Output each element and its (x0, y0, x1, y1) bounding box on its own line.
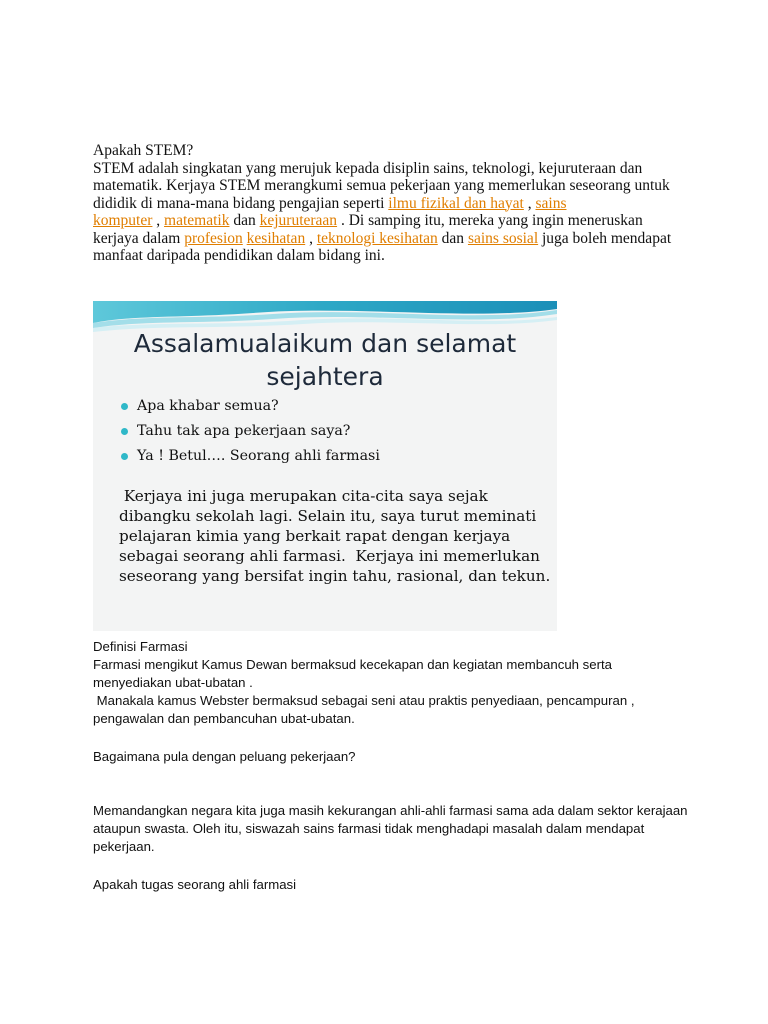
stem-text: , (305, 229, 317, 247)
bullet-dot-icon (121, 453, 128, 460)
stem-heading: Apakah STEM? (93, 142, 194, 159)
peluang-question: Bagaimana pula dengan peluang pekerjaan? (93, 749, 356, 764)
definisi-line: pengawalan dan pembancuhan ubat-ubatan. (93, 711, 355, 726)
link-ilmu-fizikal[interactable]: ilmu fizikal dan hayat (388, 194, 524, 212)
bullet-text: Tahu tak apa pekerjaan saya? (137, 423, 351, 439)
slide-bullet-list (119, 398, 380, 473)
bullet-dot-icon (121, 428, 128, 435)
stem-paragraph-line (93, 195, 683, 213)
stem-text: dan (229, 212, 260, 229)
slide-paragraph-line: dibangku sekolah lagi. Selain itu, saya turut meminati (119, 507, 537, 525)
stem-text: , (152, 212, 165, 229)
link-sains-sosial[interactable]: sains sosial (467, 229, 539, 247)
link-kesihatan[interactable]: kesihatan (246, 229, 306, 247)
slide-bullet (119, 398, 380, 423)
slide-paragraph-line: sebagai seorang ahli farmasi. Kerjaya ini memerlukan (119, 547, 540, 565)
link-kejuruteraan[interactable]: kejuruteraan (259, 212, 338, 229)
slide-paragraph (119, 486, 549, 586)
link-matematik[interactable]: matematik (164, 212, 230, 229)
slide-image (93, 301, 557, 631)
bullet-text: Apa khabar semua? (137, 398, 279, 414)
definisi-line: menyediakan ubat-ubatan . (93, 675, 253, 690)
peluang-line: pekerjaan. (93, 839, 155, 854)
stem-paragraph-line (93, 212, 683, 230)
bullet-dot-icon (121, 403, 128, 410)
slide-title: sejahtera (266, 362, 384, 391)
stem-text: . Di samping itu, mereka yang ingin meneruskan (337, 212, 643, 229)
slide-paragraph-line: Kerjaya ini juga merupakan cita-cita saya sejak (119, 487, 488, 505)
stem-paragraph-line: STEM adalah singkatan yang merujuk kepada disiplin sains, teknologi, kejuruteraan dan (93, 159, 643, 177)
slide-bullet (119, 448, 380, 473)
link-sains-komputer[interactable]: komputer (93, 212, 153, 229)
slide-paragraph-line: pelajaran kimia yang berkait rapat dengan kerjaya (119, 527, 511, 545)
slide-paragraph-line: seseorang yang bersifat ingin tahu, rasional, dan tekun. (119, 567, 551, 585)
link-sains-komputer[interactable]: sains (535, 194, 567, 212)
link-profesion[interactable]: profesion (184, 229, 243, 247)
stem-section (93, 142, 683, 265)
peluang-line: ataupun swasta. Oleh itu, siswazah sains farmasi tidak menghadapi masalah dalam mendapat (93, 821, 645, 836)
definisi-heading: Definisi Farmasi (93, 639, 188, 654)
bullet-text: Ya ! Betul…. Seorang ahli farmasi (137, 448, 380, 464)
slide-bullet (119, 423, 380, 448)
stem-paragraph-line: manfaat daripada pendidikan dalam bidang ini. (93, 247, 385, 264)
definisi-line: Manakala kamus Webster bermaksud sebagai seni atau praktis penyediaan, pencampuran , (93, 693, 635, 708)
stem-paragraph-line (93, 230, 683, 248)
stem-text: dididik di mana-mana bidang pengajian seperti (93, 194, 389, 212)
stem-text: , (523, 194, 536, 212)
definisi-line: Farmasi mengikut Kamus Dewan bermaksud kecekapan dan kegiatan membancuh serta (93, 657, 612, 672)
link-teknologi-kesihatan[interactable]: teknologi kesihatan (316, 229, 438, 247)
stem-text: kerjaya dalam (93, 229, 185, 247)
slide-title: Assalamualaikum dan selamat (133, 329, 517, 358)
stem-paragraph-line: matematik. Kerjaya STEM merangkumi semua pekerjaan yang memerlukan seseorang untuk (93, 177, 670, 194)
tugas-heading: Apakah tugas seorang ahli farmasi (93, 877, 297, 892)
stem-text: juga boleh mendapat (538, 229, 672, 247)
body-text (93, 638, 693, 894)
stem-text: dan (437, 229, 468, 247)
peluang-line: Memandangkan negara kita juga masih kekurangan ahli-ahli farmasi sama ada dalam sektor kerajaan (93, 803, 688, 818)
